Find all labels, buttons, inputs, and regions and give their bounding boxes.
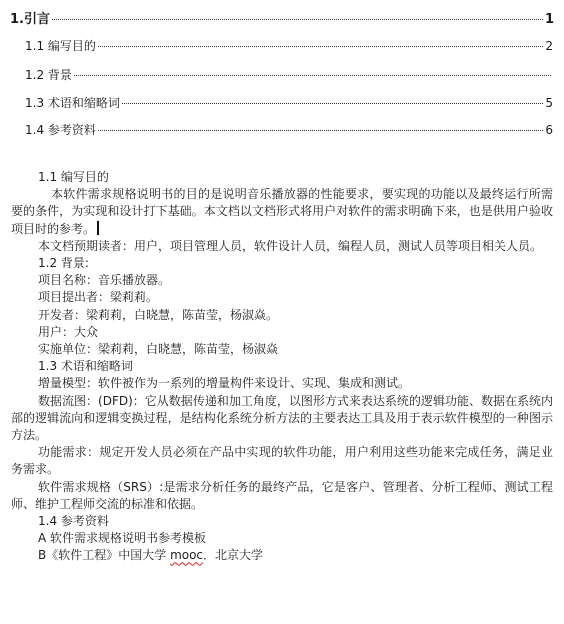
toc-leader-dots bbox=[98, 130, 543, 131]
reference-b-prefix: B《软件工程》中国大学 bbox=[38, 548, 171, 563]
purpose-paragraph-text: 本软件需求规格说明书的目的是说明音乐播放器的性能要求，要实现的功能以及最终运行所需要的条件，为实现和设计打下基础。本文档以文档形式将用户对软件的需求明确下来，也是供用户验收项目时的参考。 bbox=[11, 187, 553, 236]
section-heading-terms: 1.3 术语和缩略词 bbox=[38, 359, 133, 374]
toc-entry-label: 1.2 背景 bbox=[25, 68, 72, 82]
project-proposer-line: 项目提出者：梁莉莉。 bbox=[38, 290, 159, 305]
section-heading-background: 1.2 背景: bbox=[38, 256, 89, 271]
term-dfd: 数据流图：(DFD)：它从数据传递和加工角度，以图形方式来表达系统的逻辑功能、数据在系统内部的逻辑流向和逻辑变换过程，是结构化系统分析方法的主要表达工具及用于表示软件模型的一种图示方法。 bbox=[11, 393, 553, 443]
toc-entry-page: 1 bbox=[544, 12, 554, 27]
toc-leader-dots bbox=[74, 75, 551, 76]
toc-entry-page: 2 bbox=[545, 39, 553, 53]
section-heading-purpose: 1.1 编写目的 bbox=[38, 170, 109, 184]
reference-b bbox=[11, 547, 553, 564]
toc-entry-label: 1.引言 bbox=[10, 12, 50, 27]
reference-b-suffix: ．北京大学 bbox=[203, 548, 264, 563]
toc-entry-references[interactable] bbox=[25, 121, 553, 138]
toc-leader-dots bbox=[122, 103, 543, 104]
toc-entry-background[interactable] bbox=[25, 66, 553, 83]
term-srs: 软件需求规格（SRS）:是需求分析任务的最终产品，它是客户、管理者、分析工程师、测试工程师、维护工程师交流的标准和依据。 bbox=[11, 479, 553, 511]
project-name-line: 项目名称：音乐播放器。 bbox=[38, 273, 171, 288]
term-incremental-model: 增量模型：软件被作为一系列的增量构件来设计、实现、集成和测试。 bbox=[38, 376, 411, 391]
toc-entry-terms[interactable] bbox=[25, 94, 553, 111]
toc-entry-page: 5 bbox=[545, 96, 553, 110]
spellcheck-underlined-word: mooc bbox=[170, 548, 204, 563]
toc-entry-purpose[interactable] bbox=[25, 37, 553, 54]
toc-entry-label: 1.3 术语和缩略词 bbox=[25, 96, 120, 110]
developers-line: 开发者：梁莉莉，白晓慧，陈苗莹，杨淑焱。 bbox=[38, 307, 279, 322]
toc-leader-dots bbox=[52, 19, 543, 20]
toc-entry-label: 1.1 编写目的 bbox=[25, 39, 96, 53]
term-functional-requirement: 功能需求：规定开发人员必须在产品中实现的软件功能，用户利用这些功能来完成任务，满足业务需求。 bbox=[11, 445, 553, 477]
toc-leader-dots bbox=[98, 46, 543, 47]
text-cursor bbox=[97, 221, 99, 235]
toc-entry-label: 1.4 参考资料 bbox=[25, 123, 96, 137]
users-line: 用户：大众 bbox=[38, 324, 99, 339]
toc-entry-intro[interactable] bbox=[10, 8, 554, 27]
reference-a: A 软件需求规格说明书参考模板 bbox=[38, 531, 207, 546]
toc-entry-page: 6 bbox=[545, 123, 553, 137]
section-heading-references: 1.4 参考资料 bbox=[38, 514, 109, 529]
purpose-paragraph bbox=[11, 186, 553, 238]
implementer-line: 实施单位：梁莉莉，白晓慧，陈苗莹，杨淑焱 bbox=[38, 342, 279, 357]
document-body[interactable] bbox=[11, 169, 553, 565]
readers-paragraph: 本文档预期读者：用户，项目管理人员，软件设计人员，编程人员，测试人员等项目相关人员。 bbox=[38, 238, 543, 253]
